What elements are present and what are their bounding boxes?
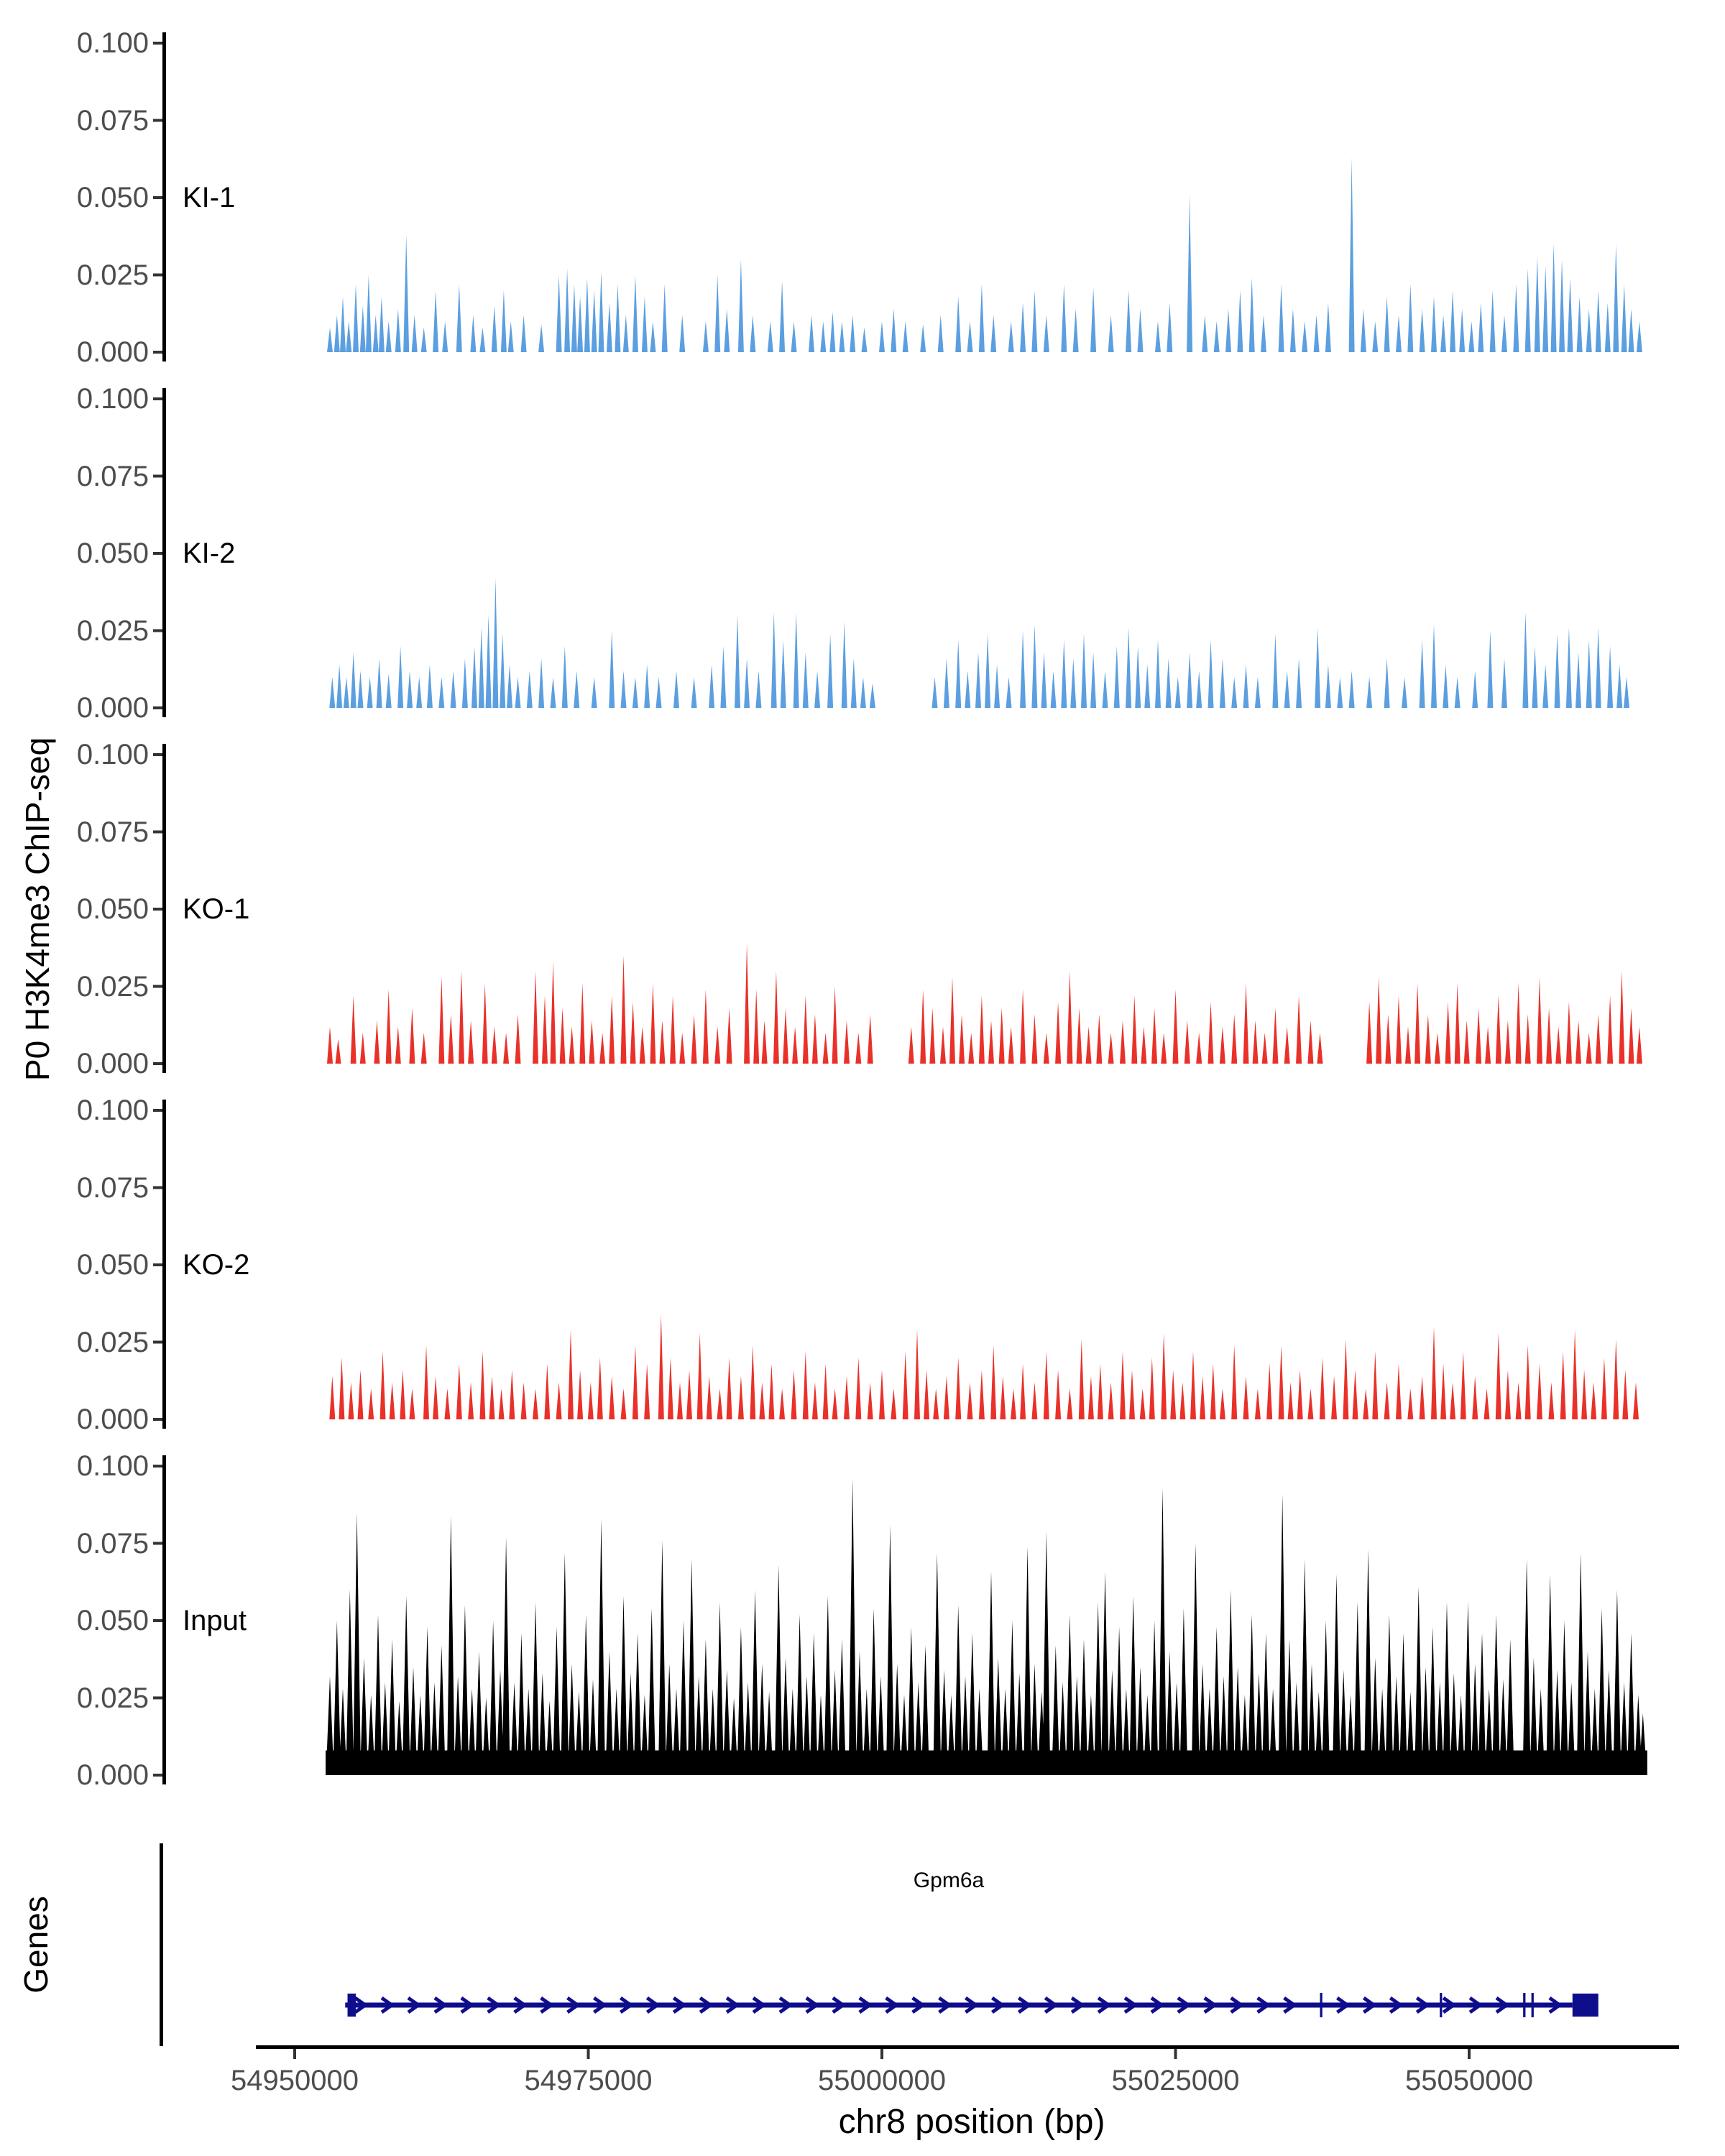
y-tick-label: 0.100 [76,739,149,770]
track-KI-2 [153,388,1629,717]
y-tick-label: 0.025 [76,970,149,1003]
y-tick-mark [153,1465,162,1468]
y-axis-line [162,1455,166,1784]
y-tick-label: 0.050 [76,538,149,569]
y-tick-label: 0.100 [76,1450,149,1482]
y-tick-label: 0.075 [76,816,149,848]
y-tick-label: 0.025 [76,259,149,291]
y-tick-mark [153,119,162,122]
genes-axis-line [160,1843,163,2046]
track-label-KO-1: KO-1 [183,893,250,925]
gene-body-line [345,2003,1573,2008]
y-tick-label: 0.050 [76,1605,149,1636]
y-tick-label: 0.100 [76,27,149,59]
y-tick-mark [153,1109,162,1112]
x-tick-mark [880,2049,883,2059]
gene-exon-tall [348,1994,356,2017]
y-tick-label: 0.025 [76,1682,149,1714]
y-tick-label: 0.025 [76,1326,149,1358]
y-tick-label: 0.075 [76,1527,149,1560]
y-tick-mark [153,985,162,988]
y-tick-mark [153,397,162,400]
x-axis-title: chr8 position (bp) [838,2103,1105,2141]
track-label-KI-2: KI-2 [183,538,236,569]
y-tick-mark [153,196,162,199]
track-label-KI-1: KI-1 [183,182,236,213]
y-tick-mark [153,1341,162,1344]
track-KO-2 [153,1100,1639,1429]
signal-area-KI-1 [327,157,1642,352]
y-axis-line [162,32,166,361]
y-tick-mark [153,1542,162,1545]
y-axis-line [162,744,166,1073]
y-axis-line [162,388,166,717]
y-tick-mark [153,1697,162,1700]
y-tick-label: 0.000 [76,336,149,368]
gene-exon-thin [1440,1993,1442,2017]
chipseq-axis-title: P0 H3K4me3 ChIP-seq [19,737,56,1082]
track-Input [153,1455,1647,1784]
y-tick-mark [153,1187,162,1189]
x-axis-line [256,2045,1679,2049]
x-tick-label: 55050000 [1405,2065,1533,2096]
y-tick-label: 0.075 [76,1171,149,1204]
y-tick-mark [153,908,162,911]
y-tick-mark [153,1418,162,1421]
y-tick-label: 0.100 [76,1095,149,1126]
y-tick-label: 0.000 [76,1404,149,1435]
x-axis [256,2045,1679,2059]
gene-name-label: Gpm6a [913,1869,985,1892]
x-tick-mark [1174,2049,1177,2059]
signal-area-KO-2 [329,1314,1639,1419]
gene-exon-thin [1320,1993,1322,2017]
y-tick-label: 0.000 [76,692,149,724]
x-tick-label: 54950000 [231,2065,359,2096]
y-tick-mark [153,1062,162,1065]
y-tick-mark [153,475,162,478]
y-tick-mark [153,831,162,834]
signal-area-Input [326,1478,1647,1775]
y-tick-mark [153,1619,162,1622]
y-tick-mark [153,351,162,354]
y-tick-mark [153,706,162,709]
x-tick-label: 55000000 [818,2065,946,2096]
x-tick-label: 55025000 [1111,2065,1240,2096]
y-tick-mark [153,1774,162,1777]
gene-exon-tall [1573,1994,1598,2017]
y-tick-label: 0.000 [76,1048,149,1079]
track-KI-1 [153,32,1642,361]
y-tick-label: 0.050 [76,182,149,213]
gene-exon-thin [1532,1993,1534,2017]
signal-area-KI-2 [329,578,1629,708]
y-tick-label: 0.000 [76,1759,149,1791]
y-tick-mark [153,42,162,45]
genes-panel [160,1843,1598,2046]
x-tick-label: 54975000 [524,2065,653,2096]
y-tick-mark [153,1263,162,1266]
y-tick-mark [153,552,162,555]
track-label-Input: Input [183,1605,247,1636]
track-label-KO-2: KO-2 [183,1249,250,1281]
signal-area-KO-1 [327,943,1642,1064]
x-tick-mark [293,2049,296,2059]
y-tick-label: 0.075 [76,104,149,137]
genes-axis-title: Genes [17,1896,55,1994]
y-tick-mark [153,753,162,756]
x-tick-mark [1468,2049,1471,2059]
x-tick-mark [587,2049,590,2059]
y-tick-label: 0.050 [76,893,149,925]
track-KO-1 [153,744,1642,1073]
y-tick-label: 0.050 [76,1249,149,1281]
y-tick-label: 0.075 [76,460,149,492]
y-tick-mark [153,630,162,632]
y-tick-mark [153,274,162,277]
gene-exon-thin [1523,1993,1525,2017]
y-tick-label: 0.100 [76,383,149,415]
y-axis-line [162,1100,166,1429]
y-tick-label: 0.025 [76,614,149,647]
